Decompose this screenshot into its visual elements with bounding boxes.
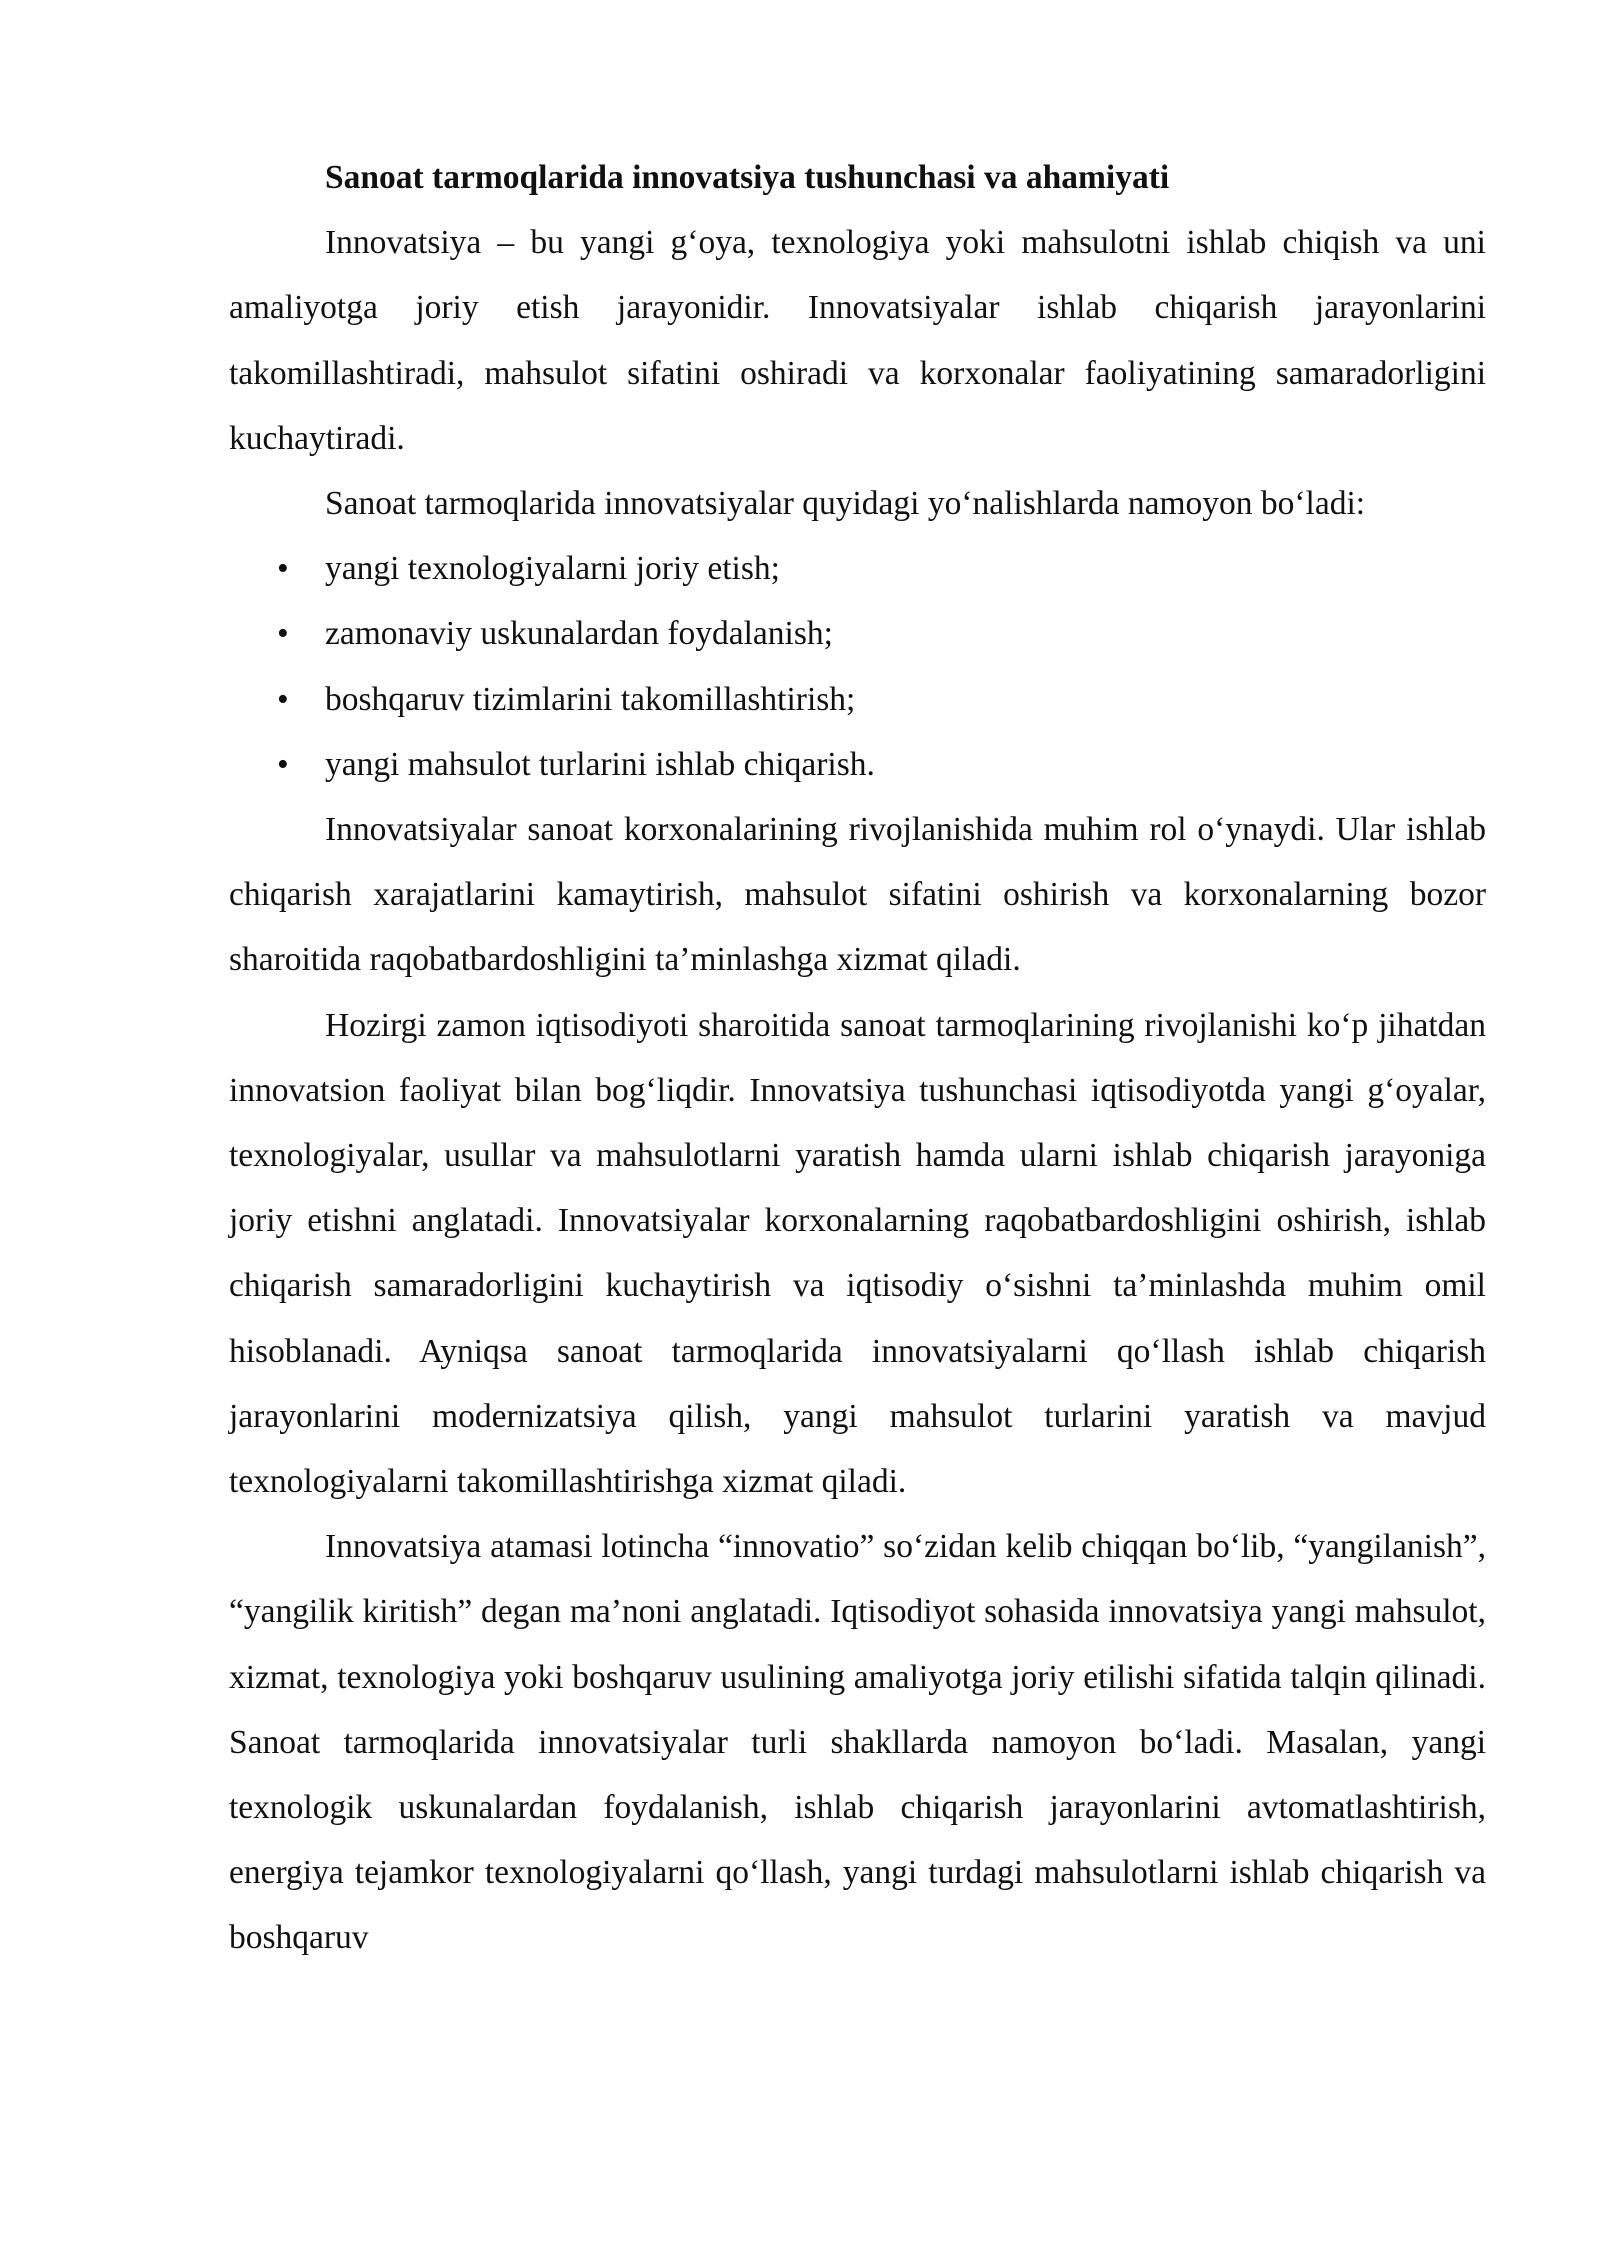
list-item-text: boshqaruv tizimlarini takomillashtirish; (325, 680, 856, 718)
list-item-text: zamonaviy uskunalardan foydalanish; (325, 615, 833, 653)
bullet-icon: • (277, 550, 289, 588)
paragraph-modern-economy: Hozirgi zamon iqtisodiyoti sharoitida sanoat tarmoqlarining rivojlanishi ko‘p jihatdan innovatsion faoliyat bilan bog‘liqdir. Innovatsiya tushunchasi iqtisodiyotda yangi g‘oyalar, texnologiyalar, usullar va mahsulotlarni yaratish hamda ularni ishlab chiqarish jarayoniga joriy etishni anglatadi. Innovatsiyalar korxonalarning raqobatbardoshligini oshirish, ishlab chiqarish samaradorligini kuchaytirish va iqtisodiy o‘sishni ta’minlashda muhim omil hisoblanadi. Ayniqsa sanoat tarmoqlarida innovatsiyalarni qo‘llash ishlab chiqarish jarayonlarini modernizatsiya qilish, yangi mahsulot turlarini yaratish va mavjud texnologiyalarni takomillashtirishga xizmat qiladi. (229, 1006, 1486, 1501)
paragraph-directions-intro: Sanoat tarmoqlarida innovatsiyalar quyidagi yo‘nalishlarda namoyon bo‘ladi: (325, 485, 1366, 523)
bullet-icon: • (277, 745, 289, 783)
list-item-text: yangi mahsulot turlarini ishlab chiqarish. (325, 745, 875, 783)
list-item (229, 667, 1486, 732)
bullet-icon: • (277, 680, 289, 718)
paragraph-definition: Innovatsiya – bu yangi g‘oya, texnologiya yoki mahsulotni ishlab chiqish va uni amaliyotga joriy etish jarayonidir. Innovatsiyalar ishlab chiqarish jarayonlarini takomillashtiradi, mahsulot sifatini oshiradi va korxonalar faoliyatining samaradorligini kuchaytiradi. (229, 224, 1486, 457)
list-item (229, 536, 1486, 601)
list-item (229, 601, 1486, 666)
paragraph-etymology: Innovatsiya atamasi lotincha “innovatio” so‘zidan kelib chiqqan bo‘lib, “yangilanish”, “yangilik kiritish” degan ma’noni anglatadi. Iqtisodiyot sohasida innovatsiya yangi mahsulot, xizmat, texnologiya yoki boshqaruv usulining amaliyotga joriy etilishi sifatida talqin qilinadi. Sanoat tarmoqlarida innovatsiyalar turli shakllarda namoyon bo‘ladi. Masalan, yangi texnologik uskunalardan foydalanish, ishlab chiqarish jarayonlarini avtomatlashtirish, energiya tejamkor texnologiyalarni qo‘llash, yangi turdagi mahsulotlarni ishlab chiqarish va boshqaruv (229, 1528, 1486, 1957)
document-title: Sanoat tarmoqlarida innovatsiya tushunchasi va ahamiyati (325, 159, 1170, 196)
list-item-text: yangi texnologiyalarni joriy etish; (325, 550, 780, 588)
list-item (229, 732, 1486, 797)
directions-list (229, 536, 1486, 797)
document-body (229, 145, 1486, 1971)
paragraph-role: Innovatsiyalar sanoat korxonalarining rivojlanishida muhim rol o‘ynaydi. Ular ishlab chiqarish xarajatlarini kamaytirish, mahsulot sifatini oshirish va korxonalarning bozor sharoitida raqobatbardoshligini ta’minlashga xizmat qiladi. (229, 811, 1486, 979)
bullet-icon: • (277, 615, 289, 653)
